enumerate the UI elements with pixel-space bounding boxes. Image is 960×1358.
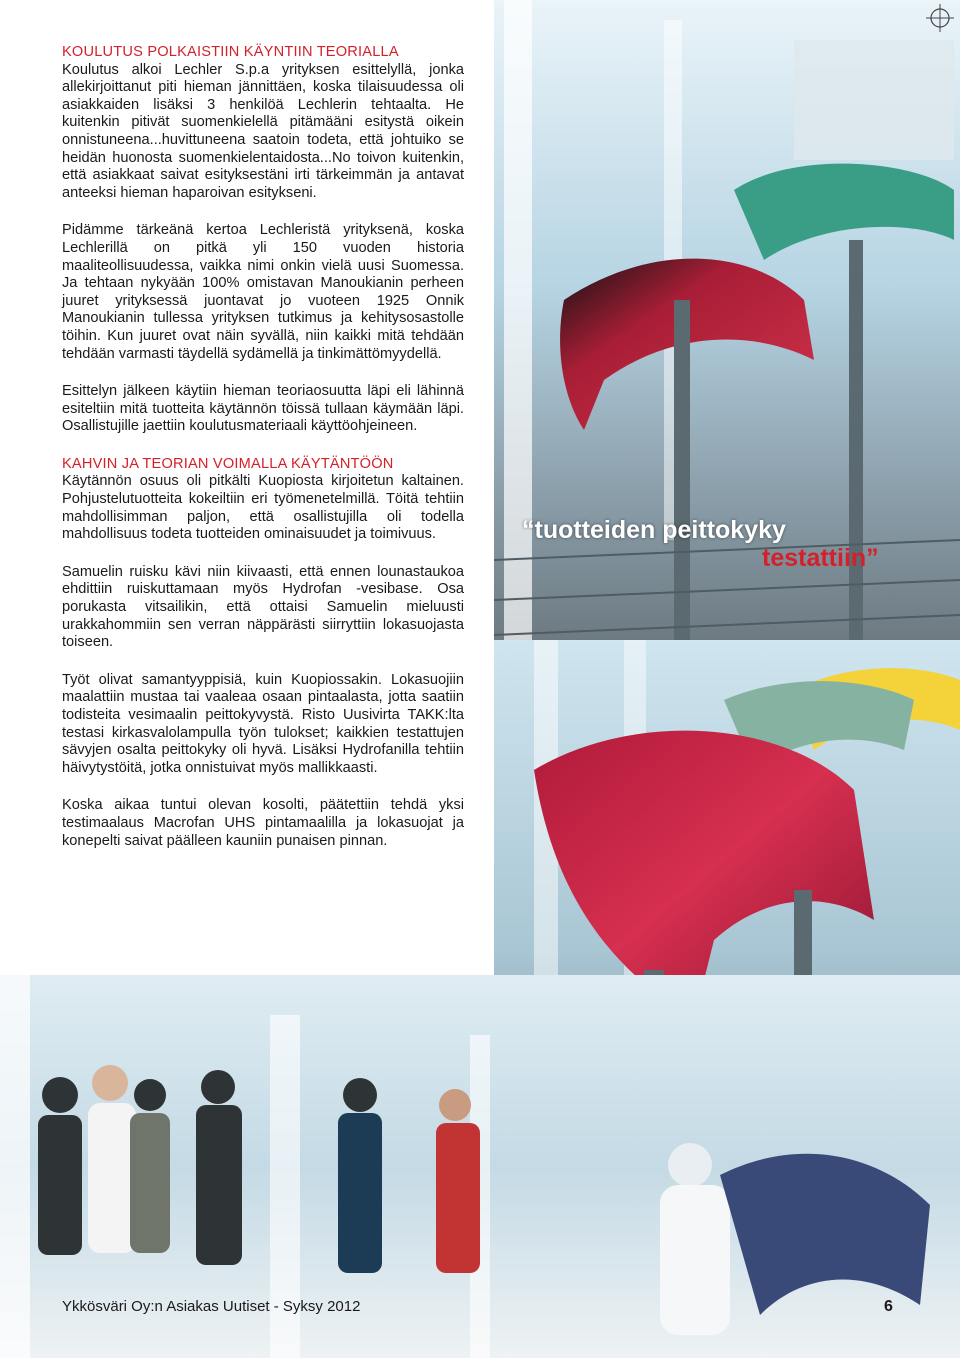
pull-quote-line-2: testattiin” [762, 544, 879, 572]
page-number: 6 [884, 1298, 893, 1315]
paragraph: Pidämme tärkeänä kertoa Lechleristä yrityksenä, koska Lechlerillä on pitkä yli 150 vuoden historia maaliteollisuudessa, vaikka nimi onkin vielä uusi Suomessa. Ja tehtaan nykyään 100% omistavan Manoukianin perheen juuret yrityksessä juontavat jo vuoteen 1925 Onnik Manoukianin tullessa yrityksen tutkimus ja kehitysosastolle töihin. Kun juuret ovat näin syvällä, niin kaikki mitä tehdään tehdään varmasti täydellä sydämellä ja tinkimättömyydellä. [62, 222, 464, 362]
article-column [62, 44, 464, 870]
section-heading-1: KOULUTUS POLKAISTIIN KÄYNTIIN TEORIALLA [62, 44, 399, 60]
paragraph: Koska aikaa tuntui olevan kosolti, päätettiin tehdä yksi testimaalaus Macrofan UHS pintamaalilla ja lokasuojat ja konepelti saivat päälleen kauniin punaisen pinnan. [62, 797, 464, 849]
paragraph: Työt olivat samantyyppisiä, kuin Kuopiossakin. Lokasuojiin maalattiin mustaa tai vaaleaa osaan pintaalasta, jotta saatiin todisteita vesimaalin peittokyvystä. Risto Uusivirta TAKK:lta testasi kirkasvalolampulla työn tulokset; kaikkien testattujen sävyjen osalta peittokyky oli hyvä. Lisäksi Hydrofanilla tehtiin häivytystöitä, jotka onnistuivat myös mallikkaasti. [62, 671, 464, 776]
footer-publication: Ykkösväri Oy:n Asiakas Uutiset - Syksy 2012 [62, 1298, 361, 1315]
paragraph: Käytännön osuus oli pitkälti Kuopiosta kirjoitetun kaltainen. Pohjustelutuotteita kokeiltiin eri työmenetelmillä. Töitä tehtiin mahdollisimman paljon, että osallistujilla oli todella mahdollisuus todeta tuotteiden ominaisuudet ja toimivuus. [62, 473, 464, 543]
paragraph: Esittelyn jälkeen käytiin hieman teoriaosuutta läpi eli lähinnä esiteltiin mitä tuotteita käytännön töissä tullaan käymään läpi. Osallistujille jaettiin koulutusmateriaali käyttöohjeineen. [62, 383, 464, 435]
paragraph: Koulutus alkoi Lechler S.p.a yrityksen esittelyllä, jonka allekirjoittanut piti hieman jännittäen, koska tilaisuudessa oli asiakkaiden lisäksi 3 henkilöä Lechlerin tehtaalta. He kuitenkin pitivät suomenkielellä pitämääni esitystä oikein onnistuneena...huvittuneena saatoin todeta, että johtuiko se heidän huonosta suomenkielentaidosta...No toivon kuitenkin, että asiakkaat saivat esityksestäni irti tärkeimmän ja antavat anteeksi hieman haparoivan esitykseni. [62, 61, 464, 201]
section-heading-2: KAHVIN JA TEORIAN VOIMALLA KÄYTÄNTÖÖN [62, 455, 394, 472]
pull-quote-line-1: “tuotteiden peittokyky [522, 516, 786, 544]
registration-mark-icon [926, 4, 954, 32]
pull-quote [522, 516, 932, 572]
paragraph: Samuelin ruisku kävi niin kiivaasti, että ennen lounastaukoa ehdittiin ruiskuttamaan myös Hydrofan -vesibase. Osa porukasta vitsailikin, että ottaisi Samuelin mieluusti urakkahommiin sen verran näppärästi siirryttiin lokasuojasta toiseen. [62, 563, 464, 651]
